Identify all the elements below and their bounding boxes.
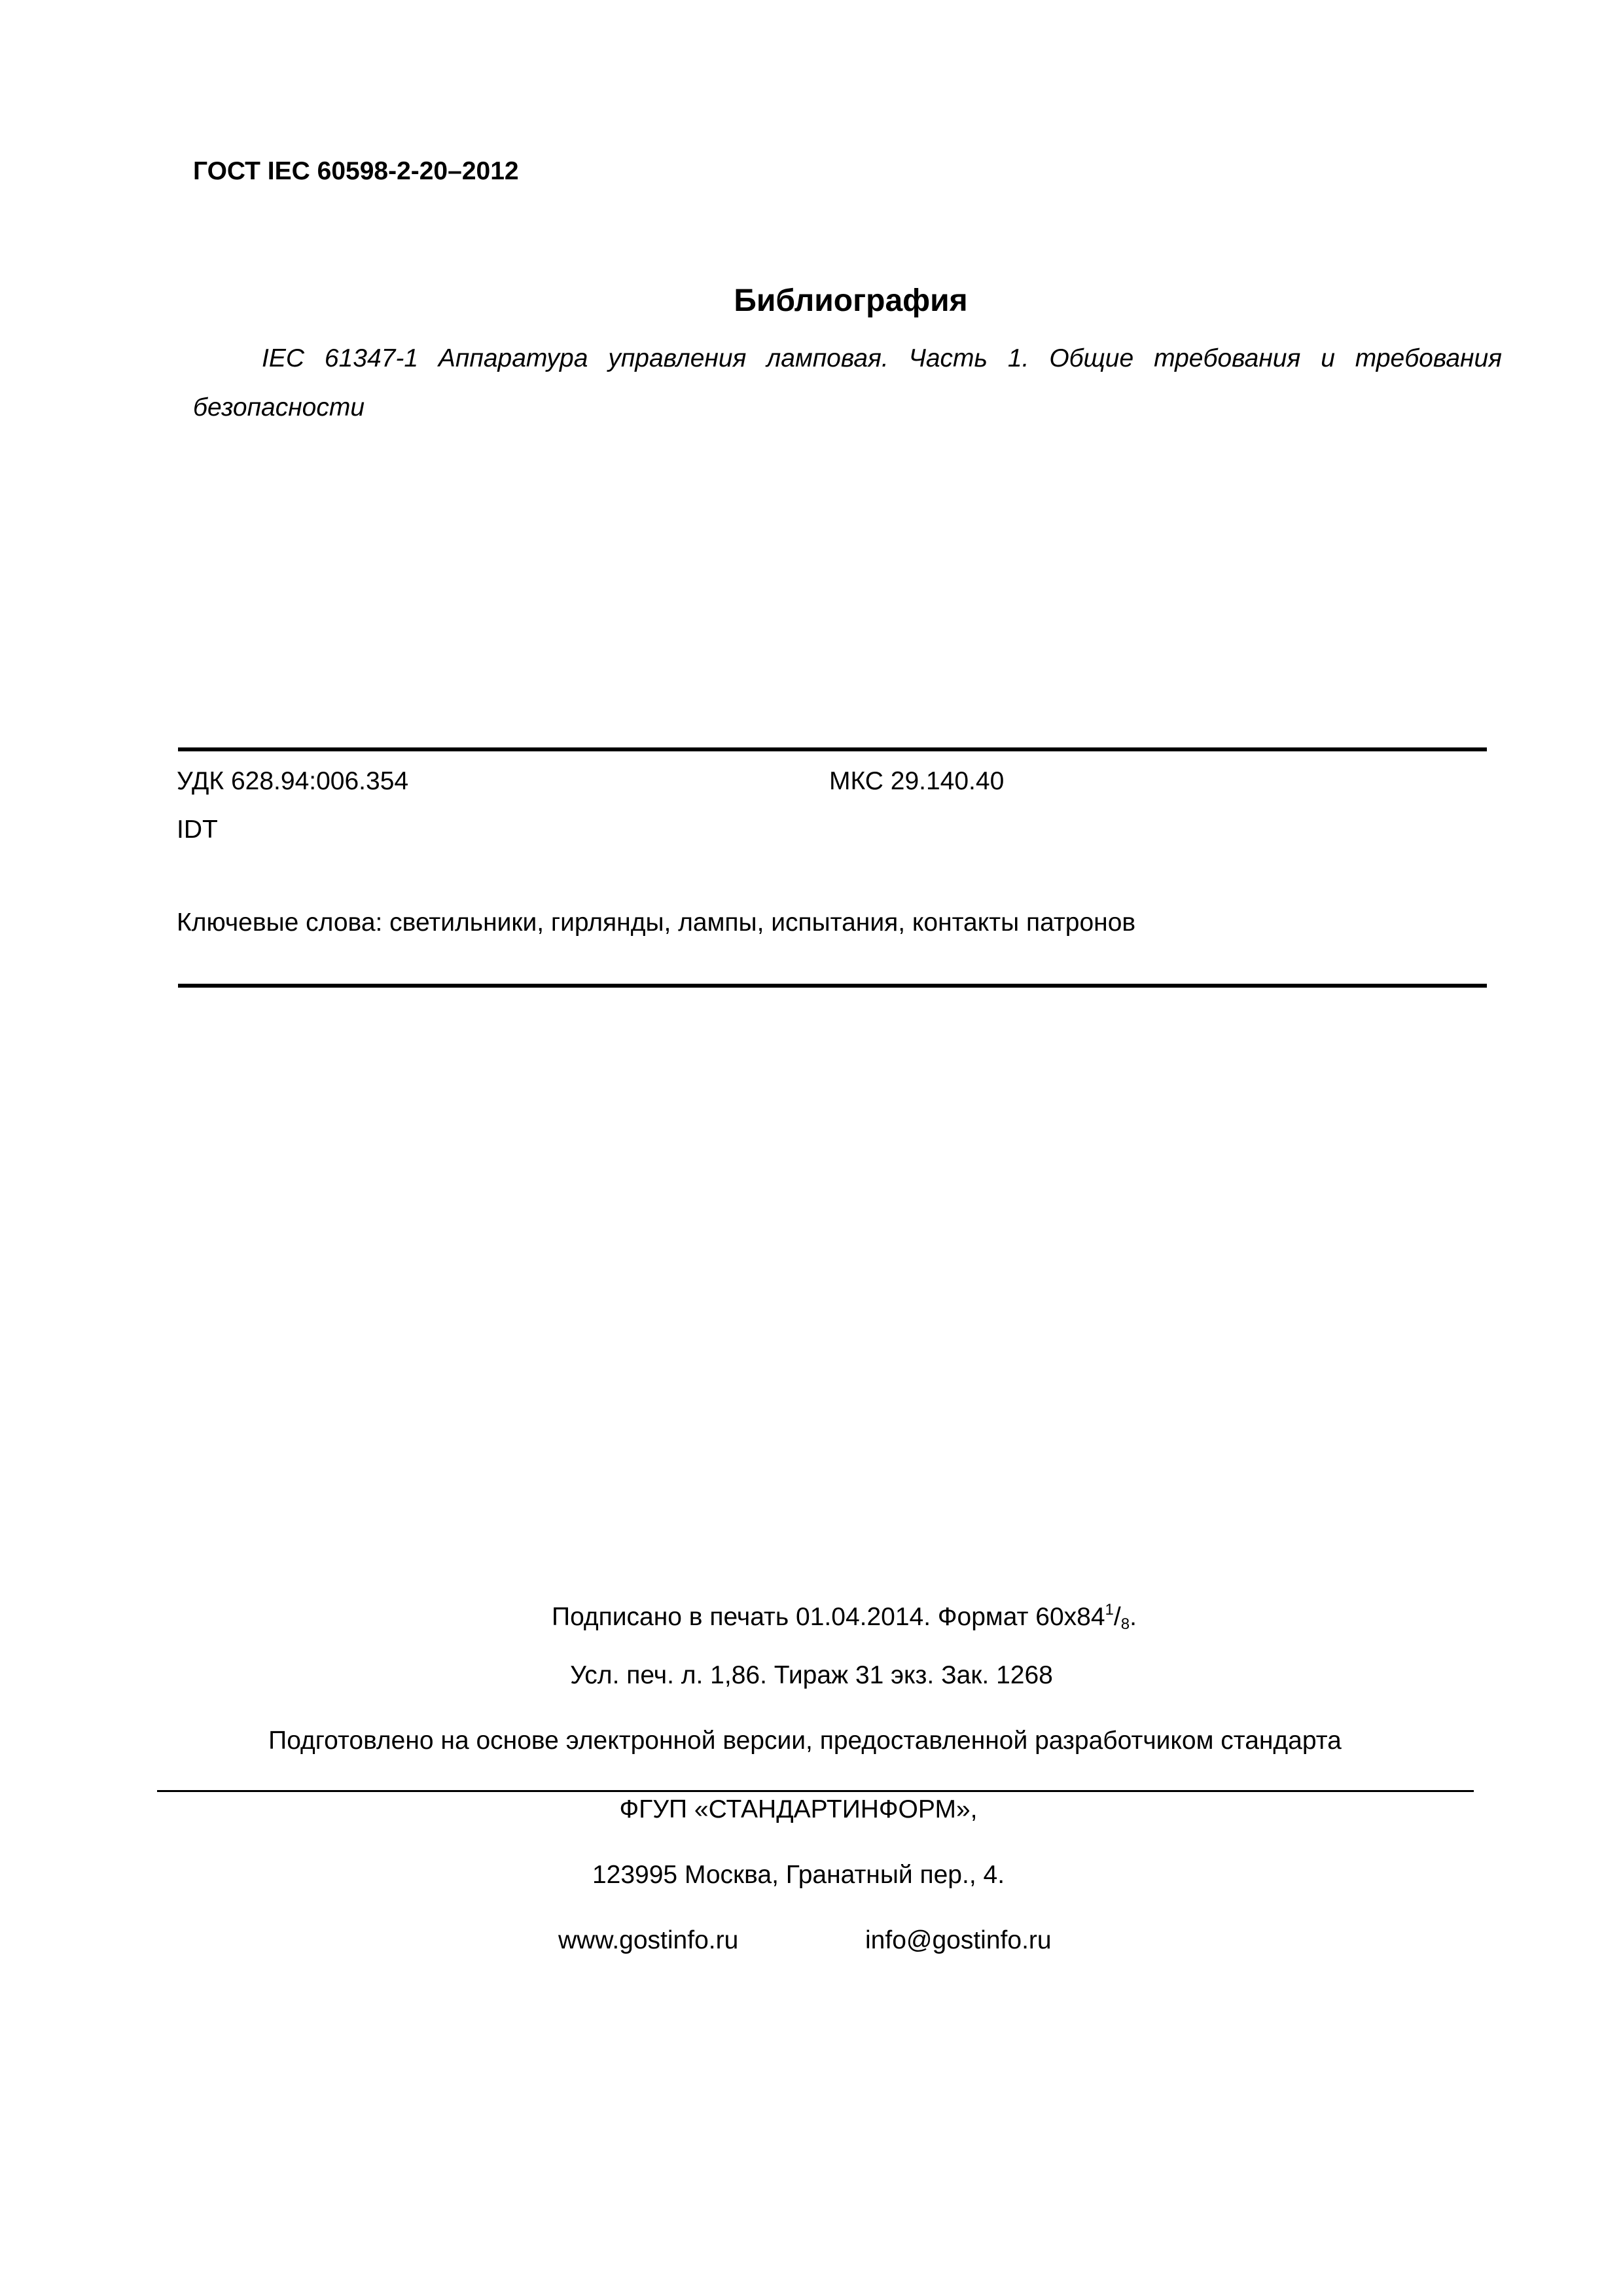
website-link[interactable]: www.gostinfo.ru — [558, 1926, 739, 1954]
bibliography-entry — [193, 334, 1502, 432]
standard-code: ГОСТ IEC 60598-2-20–2012 — [193, 157, 519, 185]
format-tail: . — [1130, 1603, 1137, 1631]
udk-code: УДК 628.94:006.354 — [177, 767, 409, 795]
format-denominator: 8 — [1120, 1615, 1130, 1633]
keywords: Ключевые слова: светильники, гирлянды, лампы, испытания, контакты патронов — [177, 908, 1136, 937]
mks-code: МКС 29.140.40 — [829, 767, 1005, 795]
email-link[interactable]: info@gostinfo.ru — [865, 1926, 1052, 1954]
print-info: Усл. печ. л. 1,86. Тираж 31 экз. Зак. 1268 — [570, 1661, 1053, 1689]
bibliography-title: Библиография — [734, 283, 968, 318]
signed-text: Подписано в печать 01.04.2014. Формат 60x84 — [552, 1603, 1105, 1631]
publisher-name: ФГУП «СТАНДАРТИНФОРМ», — [619, 1795, 978, 1823]
publisher-address: 123995 Москва, Гранатный пер., 4. — [592, 1861, 1005, 1889]
format-numerator: 1 — [1105, 1601, 1114, 1619]
prepared-note: Подготовлено на основе электронной версии, предоставленной разработчиком стандарта — [268, 1727, 1342, 1755]
signed-for-print: Подписано в печать 01.04.2014. Формат $60x84^1/_8$. — [552, 1601, 1137, 1633]
idt-label: IDT — [177, 816, 218, 844]
bibliography-entry-text: IEC 61347-1 Аппаратура управления ламповая. Часть 1. Общие требования и требования безопасности — [193, 344, 1502, 422]
bottom-divider — [178, 984, 1487, 988]
top-divider — [178, 747, 1487, 751]
